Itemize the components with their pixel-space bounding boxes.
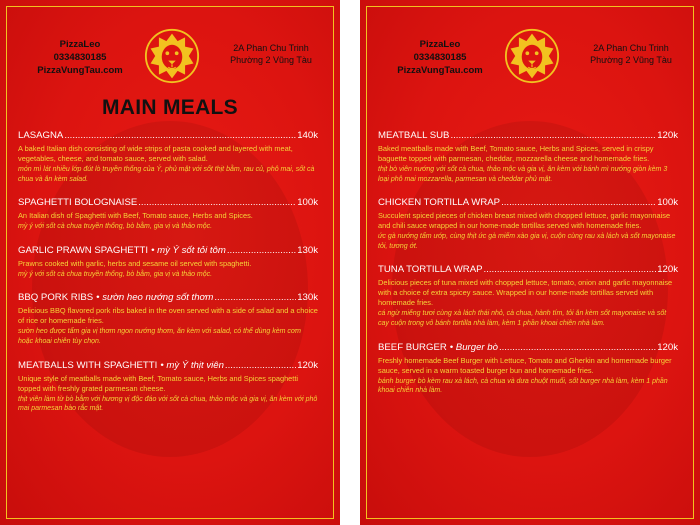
menu-item-price: 120k: [657, 264, 678, 276]
menu-item: [18, 360, 318, 414]
menu-item-description-vi: thịt viên làm từ bò bằm với hương vị độc đáo với sốt cà chua, thảo mộc và gia vị, ăn kèm với phô mai parmesan bào rắc mặt.: [18, 395, 318, 413]
menu-item: [18, 197, 318, 232]
menu-item-name: LASAGNA: [18, 130, 64, 141]
menu-item-price: 120k: [657, 341, 678, 353]
address-line-2: Phường 2 Vũng Tàu: [590, 55, 672, 65]
menu-item-title-row: [18, 130, 318, 142]
menu-item-name: SPAGHETTI BOLOGNAISE: [18, 197, 138, 209]
menu-item-description-en: Prawns cooked with garlic, herbs and sesame oil served with spaghetti.: [18, 258, 252, 268]
menu-item-description-vi: món mì lát nhiều lớp đút lò truyền thống của Ý, phủ mặt với sốt thịt bằm, rau củ, phô mai, sốt cà chua và ăn kèm salad.: [18, 166, 315, 183]
menu-item-vietnamese-name: • sườn heo nướng sốt thơm: [96, 292, 214, 304]
menu-item: [378, 264, 678, 328]
menu-item-title-row: [18, 292, 318, 304]
menu-item-price: 100k: [657, 197, 678, 209]
menu-items-right: [378, 130, 678, 409]
menu-item-description-en: Delicious BBQ flavored pork ribs baked in the oven served with a side of salad and a choice of rice or homemade fries.: [18, 306, 318, 326]
menu-item-price: 120k: [297, 359, 318, 371]
menu-item-vietnamese-name: • mỳ Ý sốt tỏi tôm: [151, 244, 226, 256]
menu-item-price: 120k: [657, 130, 678, 141]
menu-item: [378, 197, 678, 251]
menu-item-vietnamese-name: • mỳ Ý thịt viên: [160, 359, 224, 371]
lion-logo-icon: [144, 28, 200, 84]
menu-item-description-vi: cá ngừ miếng tươi cùng xà lách thái nhỏ, cà chua, hành tím, tỏi ăn kèm sốt mayonaise và sốt cay cuộn trong vỏ bánh tortilla nhà làm, kèm 1 phần khoai chiên nhà làm.: [378, 310, 667, 327]
menu-item-name: MEATBALLS WITH SPAGHETTI: [18, 359, 158, 371]
address-block: [583, 42, 679, 66]
brand-phone: 0334830185: [413, 52, 467, 63]
contact-block: [30, 38, 130, 77]
menu-item-title-row: [378, 264, 678, 276]
dot-leader: [484, 264, 657, 276]
menu-item: [18, 245, 318, 280]
menu-item-title-row: [18, 197, 318, 209]
menu-header: [0, 28, 340, 88]
menu-item-description-vi: thịt bò viên nướng với sốt cà chua, thảo mộc và gia vị, ăn kèm với bánh mì nướng giòn kèm 3 loại phô mai mozzarella, parmesan và cheddar phủ mặt.: [378, 166, 668, 183]
menu-item-description-vi: sườn heo được tẩm gia vị thơm ngon nướng thơm, ăn kèm với salad, có thể dùng kèm cơm hoặc khoai chiên tùy chọn.: [18, 328, 301, 345]
menu-item-price: 100k: [297, 197, 318, 209]
menu-item-title-row: [18, 245, 318, 257]
menu-item-name: BBQ PORK RIBS: [18, 292, 94, 304]
brand-phone: 0334830185: [53, 52, 107, 63]
lion-logo-icon: [504, 28, 560, 84]
dot-leader: [64, 130, 296, 142]
contact-block: [390, 38, 490, 77]
address-line-1: 2A Phan Chu Trinh: [233, 43, 309, 53]
menu-item-name: TUNA TORTILLA WRAP: [378, 264, 483, 276]
menu-item-title-row: [378, 342, 678, 354]
dot-leader: [227, 245, 296, 257]
menu-item-description-vi: mỳ ý với sốt cà chua truyền thống, bò bằm, gia vị và thảo mộc.: [18, 270, 213, 278]
menu-header: [360, 28, 700, 88]
menu-item: [18, 130, 318, 184]
menu-item-description-vi: ức gà nướng tẩm ướp, cùng thịt ức gà miếm xào gia vị, cuộn cùng rau xà lách và sốt mayonaise tỏi, tương ớt.: [378, 233, 676, 250]
address-block: [223, 42, 319, 66]
section-heading: MAIN MEALS: [102, 96, 238, 119]
menu-item-description-en: Freshly homemade Beef Burger with Lettuce, Tomato and Gherkin and homemade burger sauce, served in a warm toasted burger bun and homemade fries.: [378, 355, 672, 375]
menu-item-title-row: [378, 130, 678, 142]
menu-page-right: [360, 0, 700, 525]
menu-item-description-en: Delicious pieces of tuna mixed with chopped lettuce, tomato, onion and garlic mayonnaise with a choice of extra spicey sauce. Wrapped in our home-made tortillas served with homemade fries.: [378, 278, 673, 308]
menu-item-vietnamese-name: • Burger bò: [449, 341, 498, 353]
menu-item-name: CHICKEN TORTILLA WRAP: [378, 197, 501, 209]
menu-item: [378, 342, 678, 396]
menu-page-left: [0, 0, 340, 525]
dot-leader: [214, 292, 296, 304]
menu-item: [378, 130, 678, 184]
menu-item: [18, 292, 318, 346]
menu-item-price: 140k: [297, 130, 318, 141]
menu-item-description-en: Baked meatballs made with Beef, Tomato sauce, Herbs and Spices, served in crispy baguette topped with parmesan, cheddar, mozzarella cheese and homemade fries.: [378, 144, 654, 163]
address-line-2: Phường 2 Vũng Tàu: [230, 55, 312, 65]
menu-item-description-vi: mỳ ý với sốt cà chua truyền thống, bò bằm, gia vị và thảo mộc.: [18, 223, 213, 231]
dot-leader: [225, 360, 296, 372]
dot-leader: [499, 342, 656, 354]
menu-item-description-en: A baked Italian dish consisting of wide strips of pasta cooked and layered with meat, vegetables, cheese, and tomato sauce, served with salad.: [18, 144, 293, 163]
menu-item-description-en: Succulent spiced pieces of chicken breast mixed with chopped lettuce, garlic mayonnaise and chili sauce wrapped in our home-made tortillas served with homemade fries.: [378, 211, 671, 231]
dot-leader: [138, 197, 296, 209]
menu-item-description-en: Unique style of meatballs made with Beef, Tomato sauce, Herbs and Spices spaghetti topped with freshly grated parmesan cheese.: [18, 373, 299, 393]
brand-name: PizzaLeo: [59, 39, 101, 50]
menu-item-title-row: [18, 360, 318, 372]
brand-name: PizzaLeo: [419, 39, 461, 50]
menu-item-description-en: An Italian dish of Spaghetti with Beef, Tomato sauce, Herbs and Spices.: [18, 211, 253, 221]
menu-item-price: 130k: [297, 292, 318, 304]
menu-item-title-row: [378, 197, 678, 209]
brand-website: PizzaVungTau.com: [37, 65, 123, 76]
brand-website: PizzaVungTau.com: [397, 65, 483, 76]
menu-item-price: 130k: [297, 244, 318, 256]
dot-leader: [501, 197, 656, 209]
menu-item-name: GARLIC PRAWN SPAGHETTI: [18, 244, 149, 256]
address-line-1: 2A Phan Chu Trinh: [593, 43, 669, 53]
menu-item-description-vi: bánh burger bò kèm rau xà lách, cà chua và dưa chuột muối, sốt burger nhà làm, kèm 1 phần khoai chiên nhà làm.: [378, 377, 668, 395]
menu-items-left: [18, 130, 318, 427]
menu-item-name: MEATBALL SUB: [378, 130, 450, 141]
dot-leader: [450, 130, 656, 142]
menu-item-name: BEEF BURGER: [378, 341, 447, 353]
